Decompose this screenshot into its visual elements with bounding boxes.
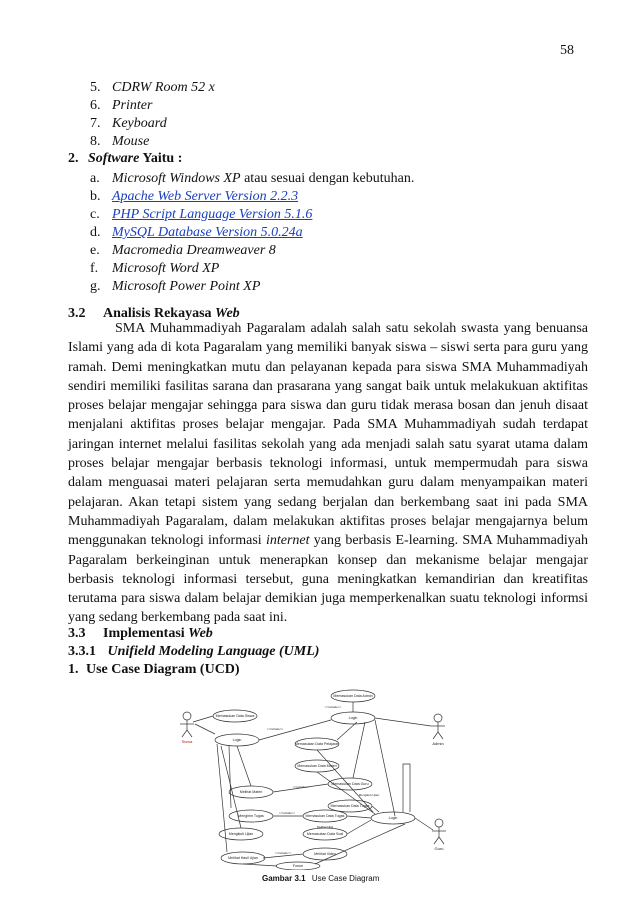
actor-guru-icon xyxy=(432,819,446,844)
use-case-label: Memasukan Data Tugas xyxy=(305,814,345,818)
list-number: a. xyxy=(90,171,100,186)
list-number: 7. xyxy=(90,116,101,131)
section-heading-3-3 xyxy=(68,626,213,642)
list-number: c. xyxy=(90,207,100,222)
use-case-label: Memasukan Data Soal xyxy=(306,832,344,836)
list-number: 5. xyxy=(90,80,101,95)
mysql-link[interactable]: MySQL Database Version 5.0.24a xyxy=(112,225,303,240)
use-case-label: Login xyxy=(388,816,398,820)
use-case-label: Login xyxy=(232,738,242,742)
section-title: Analisis Rekayasa xyxy=(103,306,212,321)
heading-word: Software xyxy=(88,151,140,166)
section-number: 3.3 xyxy=(68,626,86,641)
heading-rest: Yaitu : xyxy=(139,151,183,166)
php-link[interactable]: PHP Script Language Version 5.1.6 xyxy=(112,207,313,222)
actor-siswa-icon xyxy=(180,712,194,737)
section-heading-3-3-1 xyxy=(68,644,319,660)
use-case-label: Melihat Materi xyxy=(239,790,263,794)
actor-label: Guru xyxy=(434,846,444,851)
paragraph-italic: internet xyxy=(265,533,310,549)
list-text: Microsoft Power Point XP xyxy=(112,279,261,294)
list-suffix: atau sesuai dengan kebutuhan. xyxy=(240,171,415,186)
use-case-label: Mengikuti Ujian xyxy=(228,832,254,836)
caption-text: Use Case Diagram xyxy=(311,874,380,883)
caption-label: Gambar 3.1 xyxy=(262,874,306,883)
stereotype-label: <<include>> xyxy=(266,727,284,731)
list-number: 6. xyxy=(90,98,101,113)
use-case-label: Mengirim Tugas xyxy=(238,814,264,818)
use-case-label: Login xyxy=(348,716,358,720)
actor-label: Siswa xyxy=(181,739,193,744)
section-title: Unifield Modeling Language (UML) xyxy=(107,644,320,659)
use-case-label: Forum xyxy=(292,864,304,868)
use-case-label: Memasukan Data Siswa xyxy=(215,714,255,718)
paragraph-text: yang berbasis E-learning. SMA Muhammadiyah Pagaralam berkeinginan untuk menerapkan konsep dan mekanisme belajar mengajar berbasis teknologi informasi tersebut, guna meningkatkan kemandirian dan kreatifitas terutama para siswa dalam belajar demikian juga memperkenalkan suatu teknologi informsi yang sedang berkembang pada saat ini. xyxy=(68,533,588,626)
list-text: Microsoft Windows XP xyxy=(112,171,241,186)
list-text: CDRW Room 52 x xyxy=(112,80,215,95)
item-heading-1 xyxy=(68,662,240,678)
use-case-diagram xyxy=(165,688,465,870)
use-case-label: Memasukan Data Materi xyxy=(297,764,337,768)
actor-admin-icon xyxy=(431,714,445,739)
paragraph-text: SMA Muhammadiyah Pagaralam adalah salah satu sekolah swasta yang benuansa Islami yang ada di kota Pagaralam yang memiliki banyak siswa – siswi serta para guru yang ramah. Demi meningkatkan mutu dan pelayanan kepada para siswa SMA Muhammadiyah sendiri memiliki fasilitas sarana dan prasarana yang sangat baik untuk melakukuan aktifitas proses belajar mengajar sehingga para siswa dan guru tidak merasa bosan dan jenuh disaat menjalani aktifitas proses belajar mengajar. Pada SMA Muhammadiyah sudah terdapat jaringan internet melalui fasilitas sekolah yang ada menjadi salah satu syarat utama dalam proses belajar mengajar berbasis teknologi informasi, untuk mempermudah para siswa dalam menguasai materi pelajaran serta memudahkan guru dalam menyampaikan materi pelajaran. Akan tetapi sistem yang sedang berjalan dan berkembang saat ini pada SMA Muhammadiyah Pagaralam, dalam melakukan aktifitas proses belajar mengajarnya belum menggunakan teknologi informasi xyxy=(68,321,588,549)
figure-caption xyxy=(262,874,379,883)
section-title: Implementasi xyxy=(103,626,185,641)
page-number: 58 xyxy=(560,43,574,58)
heading-number: 2. xyxy=(68,151,79,166)
section-number: 3.3.1 xyxy=(68,644,96,659)
item-title: Use Case Diagram (UCD) xyxy=(86,662,240,677)
list-text: Printer xyxy=(112,98,153,113)
apache-link[interactable]: Apache Web Server Version 2.2.3 xyxy=(112,189,299,204)
use-case-label: Memasukan Data Guru xyxy=(331,782,369,786)
use-case-label: Melihat Hasil Ujian xyxy=(228,856,258,860)
use-case-label: Melihat Nilai xyxy=(316,825,334,829)
section-number: 3.2 xyxy=(68,306,86,321)
list-number: g. xyxy=(90,279,101,294)
list-number: b. xyxy=(90,189,101,204)
body-paragraph xyxy=(68,319,588,628)
stereotype-label: <<include>> xyxy=(324,705,342,709)
use-case-label: Melihat Video xyxy=(314,852,336,856)
section-title-italic: Web xyxy=(215,306,240,321)
item-number: 1. xyxy=(68,662,79,677)
list-number: e. xyxy=(90,243,100,258)
use-case-label: Memasukan Data Admin xyxy=(333,694,373,698)
list-text: Macromedia Dreamweaver 8 xyxy=(112,243,276,258)
use-case-label: Memasukan Data Tugas xyxy=(330,804,370,808)
use-case-diagram-svg xyxy=(165,688,465,870)
software-heading xyxy=(68,151,182,167)
list-number: 8. xyxy=(90,134,101,149)
use-case-label: Mengikuti Ujian xyxy=(358,793,380,797)
list-number: f. xyxy=(90,261,99,276)
actor-label: Admin xyxy=(432,741,444,746)
use-case-label: Memasukan Data Pelajaran xyxy=(294,742,340,746)
stereotype-label: <<include>> xyxy=(278,811,296,815)
stereotype-label: <<include>> xyxy=(274,851,292,855)
section-title-italic: Web xyxy=(188,626,213,641)
list-text: Microsoft Word XP xyxy=(112,261,220,276)
list-number: d. xyxy=(90,225,101,240)
list-text: Mouse xyxy=(112,134,150,149)
stereotype-label: <<include>> xyxy=(292,785,310,789)
list-text: Keyboard xyxy=(112,116,167,131)
